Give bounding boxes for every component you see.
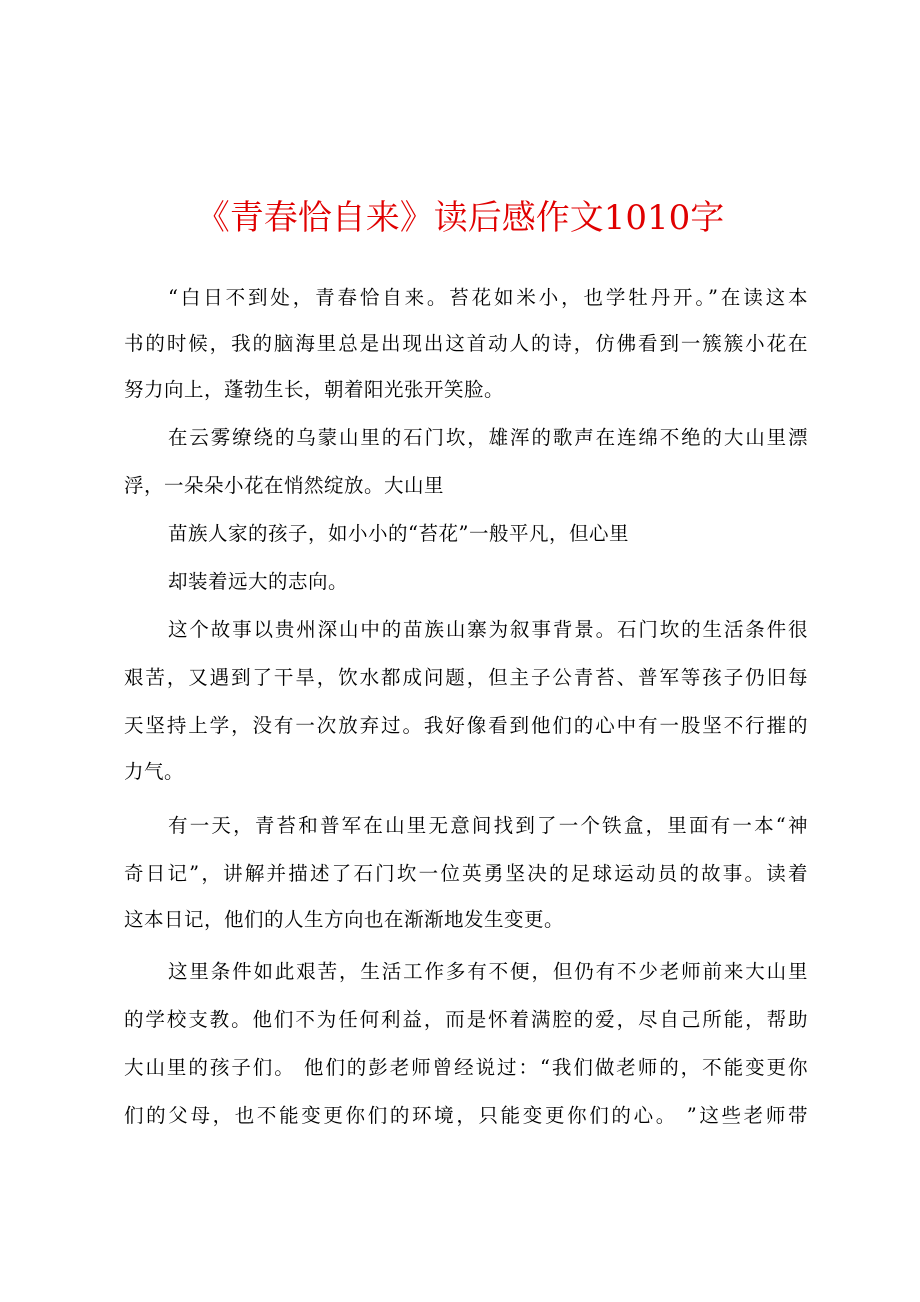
paragraph-2-line-1: 在云雾缭绕的乌蒙山里的石门坎，雄浑的歌声在连绵不绝的大山里漂	[168, 426, 808, 449]
paragraph-7-line-2: 的学校支教。他们不为任何利益，而是怀着满腔的爱，尽自己所能，帮助	[124, 1008, 808, 1031]
paragraph-5-line-4: 力气。	[124, 760, 185, 783]
paragraph-5-line-2: 艰苦，又遇到了干旱，饮水都成问题，但主子公青苔、普军等孩子仍旧每	[124, 666, 808, 689]
paragraph-5-line-3: 天坚持上学，没有一次放弃过。我好像看到他们的心中有一股坚不行摧的	[124, 714, 808, 737]
paragraph-1-line-1: “白日不到处，青春恰自来。苔花如米小，也学牡丹开。”在读这本	[168, 286, 808, 309]
paragraph-1-line-3: 努力向上，蓬勃生长，朝着阳光张开笑脸。	[124, 378, 505, 401]
paragraph-7-line-1: 这里条件如此艰苦，生活工作多有不便，但仍有不少老师前来大山里	[168, 960, 808, 983]
paragraph-2-line-2: 浮，一朵朵小花在悄然绽放。大山里	[124, 474, 445, 497]
paragraph-3-line-1: 苗族人家的孩子，如小小的“苔花”一般平凡，但心里	[168, 522, 629, 545]
paragraph-6-line-1: 有一天，青苔和普军在山里无意间找到了一个铁盒，里面有一本“神	[168, 814, 808, 837]
paragraph-6-line-2: 奇日记”，讲解并描述了石门坎一位英勇坚决的足球运动员的故事。读着	[124, 862, 808, 885]
document-title: 《青春恰自来》读后感作文1010字	[195, 198, 725, 238]
paragraph-1-line-2: 书的时候，我的脑海里总是出现出这首动人的诗，仿佛看到一簇簇小花在	[124, 332, 808, 355]
paragraph-7-line-4: 们的父母，也不能变更你们的环境，只能变更你们的心。 ”这些老师带	[124, 1104, 808, 1127]
paragraph-6-line-3: 这本日记，他们的人生方向也在渐渐地发生变更。	[124, 908, 565, 931]
paragraph-5-line-1: 这个故事以贵州深山中的苗族山寨为叙事背景。石门坎的生活条件很	[168, 618, 808, 641]
paragraph-7-line-3: 大山里的孩子们。 他们的彭老师曾经说过：“我们做老师的，不能变更你	[124, 1056, 808, 1079]
paragraph-4-line-1: 却装着远大的志向。	[168, 570, 349, 593]
